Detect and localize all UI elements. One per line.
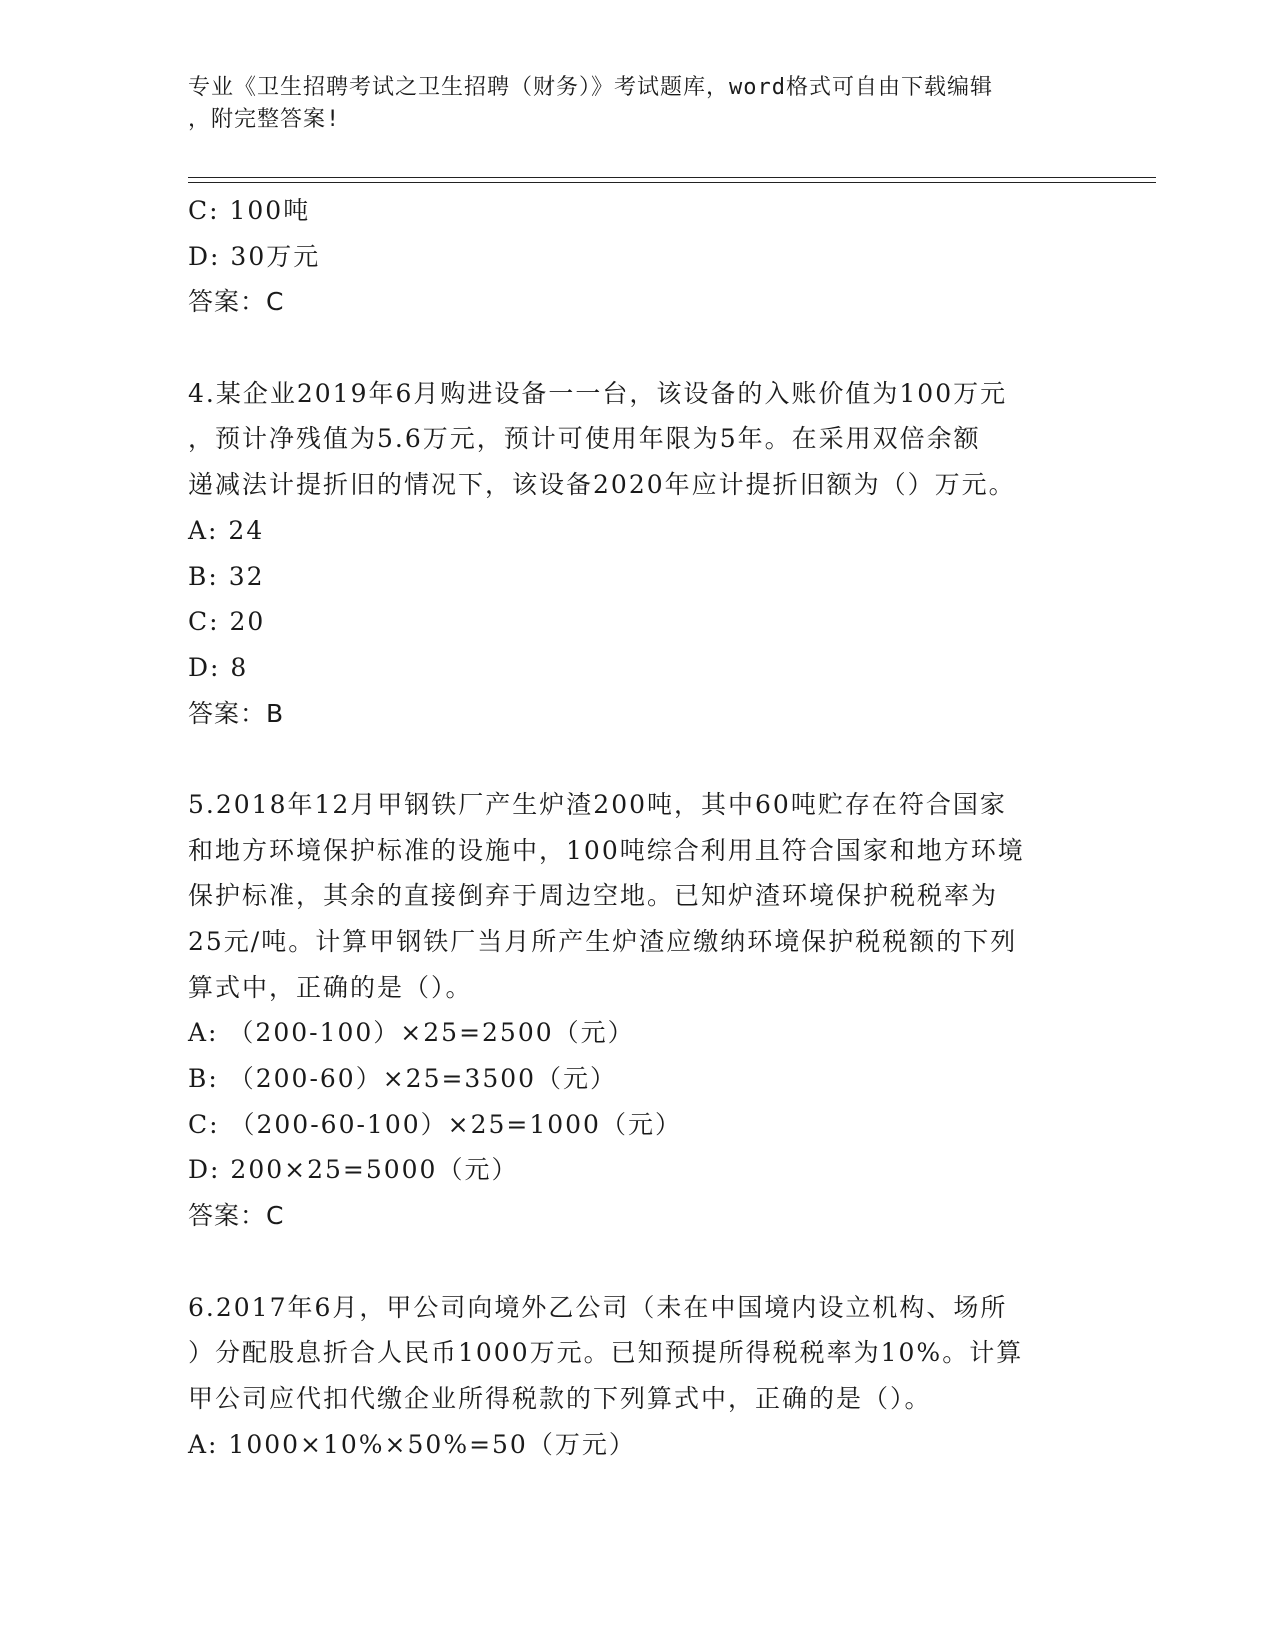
q5-option-d: D: 200×25=5000（元） <box>188 1155 519 1185</box>
q5-stem-line-3: 保护标准，其余的直接倒弃于周边空地。已知炉渣环境保护税税率为 <box>188 881 999 911</box>
q4-option-a: A: 24 <box>188 515 265 545</box>
page-header <box>188 72 1068 136</box>
q5-stem-line-2: 和地方环境保护标准的设施中，100吨综合利用且符合国家和地方环境 <box>188 835 1025 865</box>
q5-answer: 答案：C <box>188 1201 285 1231</box>
question-content <box>188 188 1088 1467</box>
header-divider-bottom <box>188 182 1156 183</box>
q4-stem-line-2: ，预计净残值为5.6万元，预计可使用年限为5年。在采用双倍余额 <box>188 424 981 454</box>
q5-stem-line-5: 算式中，正确的是（）。 <box>188 972 473 1002</box>
q5-stem-line-4: 25元/吨。计算甲钢铁厂当月所产生炉渣应缴纳环境保护税税额的下列 <box>188 927 1018 956</box>
header-line-2: ，附完整答案! <box>188 107 341 132</box>
q4-stem-line-3: 递减法计提折旧的情况下，该设备2020年应计提折旧额为（）万元。 <box>188 470 1016 500</box>
q5-option-c: C: （200-60-100）×25=1000（元） <box>188 1109 682 1139</box>
q5-option-a: A: （200-100）×25=2500（元） <box>188 1018 635 1048</box>
q4-option-b: B: 32 <box>188 561 265 591</box>
header-divider-top <box>188 177 1156 178</box>
q5-option-b: B: （200-60）×25=3500（元） <box>188 1064 618 1094</box>
spacer <box>188 325 1088 371</box>
spacer <box>188 1239 1088 1285</box>
q4-stem-line-1: 4.某企业2019年6月购进设备一一台，该设备的入账价值为100万元 <box>188 378 1008 408</box>
q4-option-c: C: 20 <box>188 607 266 637</box>
q4-answer: 答案：B <box>188 698 285 728</box>
q6-stem-line-2: ）分配股息折合人民币1000万元。已知预提所得税税率为10%。计算 <box>188 1338 1024 1368</box>
q6-stem-line-1: 6.2017年6月，甲公司向境外乙公司（未在中国境内设立机构、场所 <box>188 1292 1008 1322</box>
q6-option-a: A: 1000×10%×50%=50（万元） <box>188 1429 636 1459</box>
q5-stem-line-1: 5.2018年12月甲钢铁厂产生炉渣200吨，其中60吨贮存在符合国家 <box>188 789 1007 819</box>
q3-option-c: C: 100吨 <box>188 196 311 225</box>
q4-option-d: D: 8 <box>188 652 249 682</box>
header-line-1: 专业《卫生招聘考试之卫生招聘（财务）》考试题库，word格式可自由下载编辑 <box>188 75 993 100</box>
q3-answer: 答案：C <box>188 287 285 317</box>
q3-option-d: D: 30万元 <box>188 241 321 271</box>
q6-stem-line-3: 甲公司应代扣代缴企业所得税款的下列算式中，正确的是（）。 <box>188 1383 932 1413</box>
spacer <box>188 736 1088 782</box>
